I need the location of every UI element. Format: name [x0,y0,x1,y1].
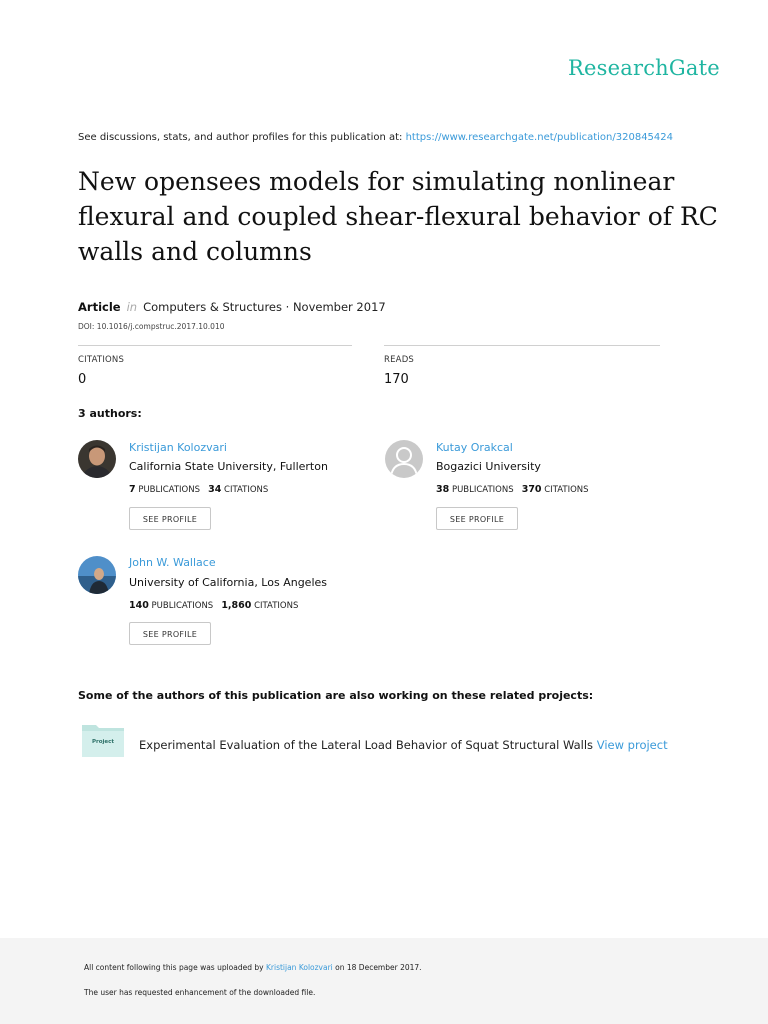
author-stats [129,484,268,495]
upload-note [84,963,422,972]
citations-label: CITATIONS [544,485,589,495]
publications-label: PUBLICATIONS [151,601,214,611]
reads-label: READS [384,355,415,365]
author-institution: University of California, Los Angeles [129,576,328,589]
publications-label: PUBLICATIONS [451,485,514,495]
see-profile-button[interactable]: SEE PROFILE [129,622,211,645]
upload-prefix: All content following this page was uploaded by [84,963,264,972]
author-photo-icon [78,440,116,478]
publication-doi: DOI: 10.1016/j.compstruc.2017.10.010 [78,322,225,331]
project-folder-icon[interactable] [82,725,124,757]
publication-meta [78,300,386,314]
in-text: in [126,300,138,314]
publication-title: New opensees models for simulating nonlinear flexural and coupled shear-flexural behavior of RC walls and columns [78,167,718,266]
related-project-item [139,738,668,752]
reads-value: 170 [384,372,409,387]
footer [0,938,768,1024]
uploader-link[interactable]: Kristijan Kolozvari [265,963,333,972]
see-discussions-text: See discussions, stats, and author profiles for this publication at: [78,132,403,143]
view-project-link[interactable]: View project [596,738,668,752]
publication-type: Article [78,300,121,314]
publications-label: PUBLICATIONS [138,485,200,495]
citations-label: CITATIONS [78,355,125,365]
see-discussions-line [78,132,673,143]
citations-divider [78,345,352,346]
citations-label: CITATIONS [224,485,269,495]
author-name-wallace[interactable]: John W. Wallace [129,556,216,569]
reads-divider [384,345,660,346]
project-title[interactable]: Experimental Evaluation of the Lateral Load Behavior of Squat Structural Walls [139,738,594,752]
publication-url-link[interactable]: https://www.researchgate.net/publication/320845424 [405,132,674,143]
related-projects-heading: Some of the authors of this publication are also working on these related projects: [78,689,594,702]
citations-count: 1,860 [221,600,252,611]
author-photo-icon [78,556,116,594]
default-user-icon [385,440,423,478]
see-profile-button[interactable]: SEE PROFILE [436,507,518,530]
author-institution: Bogazici University [436,460,541,473]
upload-suffix: on 18 December 2017. [335,963,422,972]
publications-count: 140 [129,600,149,611]
enhancement-note: The user has requested enhancement of the downloaded file. [84,988,316,997]
author-institution: California State University, Fullerton [129,460,328,473]
see-profile-button[interactable]: SEE PROFILE [129,507,211,530]
author-avatar-orakcal[interactable] [385,440,423,478]
citations-count: 34 [208,484,222,495]
author-avatar-kolozvari[interactable] [78,440,116,478]
author-name-orakcal[interactable]: Kutay Orakcal [436,441,513,454]
author-name-kolozvari[interactable]: Kristijan Kolozvari [129,441,227,454]
project-badge-label: Project [91,739,115,745]
authors-heading: 3 authors: [78,407,142,420]
author-stats [436,484,589,495]
citations-label: CITATIONS [254,601,299,611]
author-avatar-wallace[interactable] [78,556,116,594]
publications-count: 38 [436,484,450,495]
publications-count: 7 [129,484,136,495]
researchgate-logo[interactable]: ResearchGate [568,56,720,80]
publication-venue: Computers & Structures · November 2017 [143,300,386,314]
author-stats [129,600,298,611]
citations-value: 0 [78,372,87,387]
citations-count: 370 [521,484,542,495]
